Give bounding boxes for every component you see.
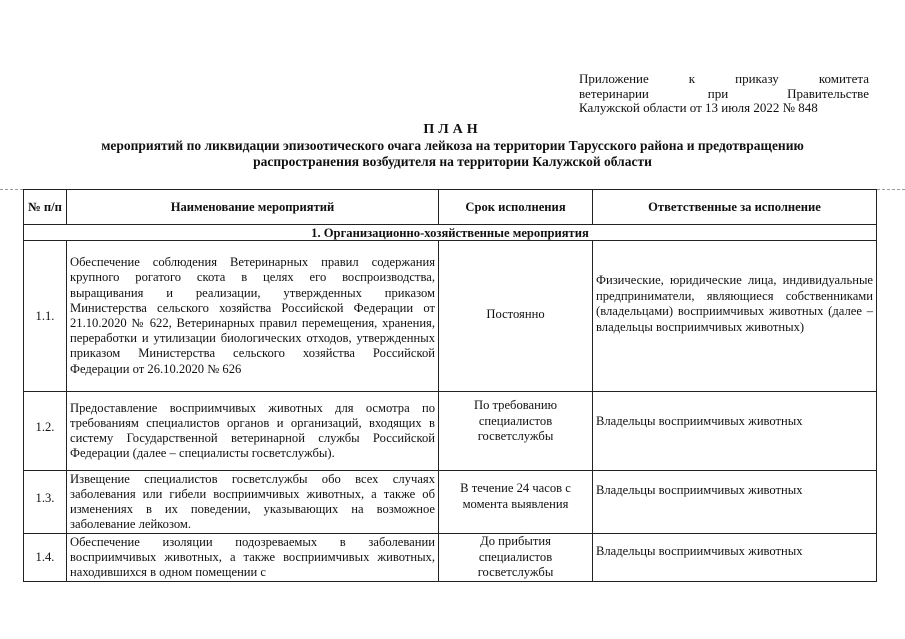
header-num: № п/п (24, 190, 67, 225)
plan-table (23, 189, 877, 582)
appendix-line-2: ветеринарии при Правительстве (579, 85, 869, 101)
row-term: По требованию специалистов госветслужбы (439, 392, 593, 471)
row-name: Обеспечение изоляции подозреваемых в заболевании восприимчивых животных, а также восприимчивых животных, находившихся в одном помещении с (67, 534, 439, 582)
row-num: 1.1. (24, 241, 67, 392)
document-subtitle-line-1: мероприятий по ликвидации эпизоотического очага лейкоза на территории Тарусского района и предотвращению (101, 138, 804, 153)
section-title: 1. Организационно-хозяйственные мероприятия (24, 225, 877, 241)
header-term: Срок исполнения (439, 190, 593, 225)
row-num: 1.4. (24, 534, 67, 582)
appendix-note (579, 72, 869, 116)
row-num: 1.3. (24, 471, 67, 534)
appendix-line-1: Приложение к приказу комитета (579, 71, 869, 86)
document-subtitle-line-2: распространения возбудителя на территории Калужской области (253, 154, 652, 169)
section-row (24, 225, 877, 241)
table-row (24, 534, 877, 582)
row-term: До прибытия специалистов госветслужбы (439, 534, 593, 582)
table-row (24, 392, 877, 471)
row-term: Постоянно (439, 241, 593, 392)
table-row (24, 471, 877, 534)
row-name: Обеспечение соблюдения Ветеринарных правил содержания крупного рогатого скота в целях его воспроизводства, выращивания и реализации, утвержденных приказом Министерства сельского хозяйства Российской Федерации от 21.10.2020 № 622, Ветеринарных правил перемещения, хранения, переработки и утилизации биологических отходов, утвержденных приказом Министерства сельского хозяйства Российской Федерации от 26.10.2020 № 626 (67, 241, 439, 392)
row-responsible: Владельцы восприимчивых животных (593, 392, 877, 471)
row-name: Предоставление восприимчивых животных для осмотра по требованиям специалистов органов и организаций, входящих в систему Государственной ветеринарной службы Российской Федерации (далее – специалисты госветслужбы). (67, 392, 439, 471)
row-responsible: Владельцы восприимчивых животных (593, 534, 877, 582)
appendix-line-3: Калужской области от 13 июля 2022 № 848 (579, 100, 818, 115)
row-num: 1.2. (24, 392, 67, 471)
row-term: В течение 24 часов с момента выявления (439, 471, 593, 534)
header-responsible: Ответственные за исполнение (593, 190, 877, 225)
header-name: Наименование мероприятий (67, 190, 439, 225)
table-row (24, 241, 877, 392)
row-name: Извещение специалистов госветслужбы обо всех случаях заболевания или гибели восприимчивых животных, а также об изменениях в их поведении, указывающих на возможное заболевание лейкозом. (67, 471, 439, 534)
document-title: ПЛАН (423, 122, 482, 137)
row-responsible: Физические, юридические лица, индивидуальные предприниматели, являющиеся собственниками (владельцами) восприимчивых животных (далее – владельцы восприимчивых животных) (593, 241, 877, 392)
table-header-row (24, 190, 877, 225)
row-responsible: Владельцы восприимчивых животных (593, 471, 877, 534)
